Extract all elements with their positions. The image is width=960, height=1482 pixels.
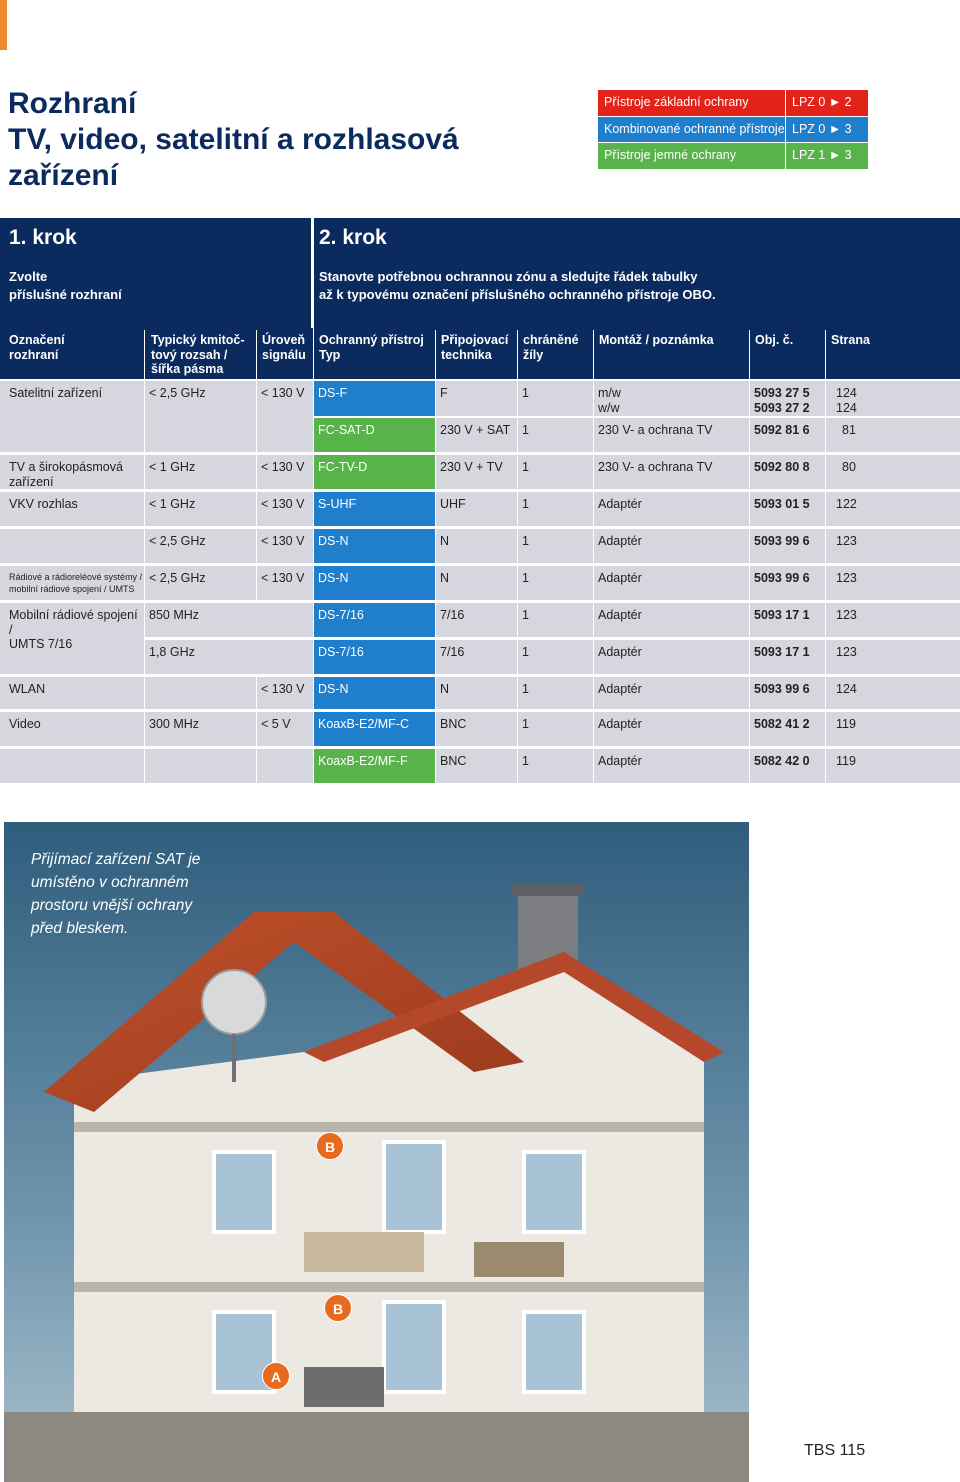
cell-order: 5082 42 0 <box>750 749 825 783</box>
legend-lpz: LPZ 0 ► 3 <box>786 117 868 144</box>
cell-device: DS-7/16 <box>314 640 435 674</box>
cell-freq-empty <box>145 677 256 709</box>
cell-freq: < 1 GHz <box>145 455 256 489</box>
legend-name: Kombinované ochranné přístroje <box>598 117 786 144</box>
cell-page <box>826 381 960 416</box>
cell-line: 124 <box>836 400 857 415</box>
cell-device: DS-N <box>314 677 435 709</box>
step-1 <box>0 218 311 330</box>
cell-device: FC-SAT-D <box>314 418 435 452</box>
step-2-title: 2. krok <box>319 226 387 249</box>
cell-page: 119 <box>826 712 960 746</box>
caption-line: Přijímací zařízení SAT je <box>31 851 201 868</box>
cell-line: UMTS 7/16 <box>9 637 73 651</box>
header-text: žíly <box>523 347 544 362</box>
cell-wires: 1 <box>518 603 593 637</box>
cell-wires: 1 <box>518 677 593 709</box>
step-2 <box>314 218 960 330</box>
page-footer <box>804 1442 865 1460</box>
legend-row-basic <box>598 90 870 117</box>
cell-interface: Video <box>0 712 144 746</box>
header-text: Typický kmitoč- <box>151 333 245 347</box>
cell-mount: Adaptér <box>594 677 749 709</box>
cell-wires: 1 <box>518 381 593 416</box>
cell-wires: 1 <box>518 529 593 563</box>
caption-line: prostoru vnější ochrany <box>31 897 193 914</box>
cell-wires: 1 <box>518 640 593 674</box>
photo-caption <box>31 848 200 940</box>
cell-connection: 7/16 <box>436 640 517 674</box>
cell-connection: BNC <box>436 712 517 746</box>
cell-wires: 1 <box>518 418 593 452</box>
marker-a: A <box>262 1362 290 1390</box>
step-1-text-line: příslušné rozhraní <box>9 287 122 302</box>
cell-device: DS-7/16 <box>314 603 435 637</box>
marker-b-upper: B <box>316 1132 344 1160</box>
cell-mount: Adaptér <box>594 566 749 600</box>
legend-name: Přístroje základní ochrany <box>598 90 786 117</box>
cell-freq: < 2,5 GHz <box>145 381 256 452</box>
cell-freq: 1,8 GHz <box>145 640 313 674</box>
cell-line: zařízení <box>9 474 54 489</box>
cell-wires: 1 <box>518 455 593 489</box>
cell-wires: 1 <box>518 749 593 783</box>
cell-order: 5082 41 2 <box>750 712 825 746</box>
header-text: šířka pásma <box>151 362 224 376</box>
cell-page: 81 <box>826 418 960 452</box>
cell-mount: Adaptér <box>594 492 749 526</box>
cell-mount: 230 V- a ochrana TV <box>594 418 749 452</box>
title-line-1: Rozhraní <box>8 87 137 120</box>
cell-line: 5093 27 2 <box>754 400 810 415</box>
header-connection <box>436 328 517 379</box>
cell-level-empty <box>257 749 313 783</box>
header-text: Typ <box>319 347 341 362</box>
header-text: Připojovací <box>441 333 509 347</box>
cell-page: 123 <box>826 566 960 600</box>
header-mount: Montáž / poznámka <box>594 328 749 379</box>
cell-order: 5093 17 1 <box>750 640 825 674</box>
cell-interface <box>0 603 144 674</box>
cell-page: 122 <box>826 492 960 526</box>
cell-line: mobilní rádiové spojení / UMTS <box>9 584 135 594</box>
header-text: Úroveň <box>262 333 306 347</box>
cell-mount: Adaptér <box>594 603 749 637</box>
legend-lpz: LPZ 1 ► 3 <box>786 143 868 170</box>
header-wires <box>518 328 593 379</box>
cell-device: KoaxB-E2/MF-F <box>314 749 435 783</box>
header-text: technika <box>441 347 492 362</box>
cell-freq: 300 MHz <box>145 712 256 746</box>
cell-level: < 130 V <box>257 381 313 452</box>
header-level <box>257 328 313 379</box>
cell-connection: N <box>436 677 517 709</box>
cell-order: 5092 81 6 <box>750 418 825 452</box>
header-text: Označení <box>9 333 65 347</box>
cell-order: 5093 17 1 <box>750 603 825 637</box>
cell-order: 5093 01 5 <box>750 492 825 526</box>
header-device <box>314 328 435 379</box>
header-text: signálu <box>262 347 306 362</box>
cell-device: FC-TV-D <box>314 455 435 489</box>
cell-connection: N <box>436 566 517 600</box>
step-1-title: 1. krok <box>9 226 77 249</box>
header-text: Ochranný přístroj <box>319 333 424 347</box>
cell-level: < 130 V <box>257 455 313 489</box>
cell-line: 124 <box>836 386 857 400</box>
cell-connection: 230 V + TV <box>436 455 517 489</box>
cell-level: < 130 V <box>257 566 313 600</box>
legend-name: Přístroje jemné ochrany <box>598 143 786 170</box>
step-1-text <box>9 268 122 304</box>
cell-mount: Adaptér <box>594 640 749 674</box>
step-2-text-line: Stanovte potřebnou ochrannou zónu a sledujte řádek tabulky <box>319 269 698 284</box>
cell-order: 5092 80 8 <box>750 455 825 489</box>
page-title <box>8 86 459 194</box>
header-page: Strana <box>826 328 960 379</box>
cell-interface-empty <box>0 529 144 563</box>
cell-connection: UHF <box>436 492 517 526</box>
cell-page: 119 <box>826 749 960 783</box>
cell-page: 123 <box>826 603 960 637</box>
cell-line: TV a širokopásmová <box>9 460 123 474</box>
header-text: tový rozsah / <box>151 347 228 362</box>
step-2-text <box>319 268 716 304</box>
cell-order: 5093 99 6 <box>750 529 825 563</box>
cell-interface <box>0 455 144 489</box>
header-text: chráněné <box>523 333 579 347</box>
cell-level: < 130 V <box>257 492 313 526</box>
cell-interface: VKV rozhlas <box>0 492 144 526</box>
caption-line: umístěno v ochranném <box>31 874 189 891</box>
cell-freq: < 2,5 GHz <box>145 529 256 563</box>
accent-bar <box>0 0 7 50</box>
legend-row-combined <box>598 117 870 144</box>
cell-freq: < 2,5 GHz <box>145 566 256 600</box>
cell-wires: 1 <box>518 492 593 526</box>
steps-banner <box>0 218 960 330</box>
cell-interface: WLAN <box>0 677 144 709</box>
cell-freq: 850 MHz <box>145 603 313 637</box>
cell-order <box>750 381 825 416</box>
cell-device: DS-N <box>314 529 435 563</box>
cell-freq: < 1 GHz <box>145 492 256 526</box>
caption-line: před bleskem. <box>31 920 129 937</box>
cell-wires: 1 <box>518 712 593 746</box>
header-order: Obj. č. <box>750 328 825 379</box>
cell-page: 124 <box>826 677 960 709</box>
marker-b-lower: B <box>324 1294 352 1322</box>
cell-order: 5093 99 6 <box>750 566 825 600</box>
cell-device: DS-F <box>314 381 435 416</box>
cell-device: KoaxB-E2/MF-C <box>314 712 435 746</box>
cell-line: Mobilní rádiové spojení / <box>9 608 138 637</box>
cell-wires: 1 <box>518 566 593 600</box>
cell-freq-empty <box>145 749 256 783</box>
cell-page: 80 <box>826 455 960 489</box>
header-freq <box>145 328 256 379</box>
cell-line: Rádiové a rádioreléové systémy / <box>9 572 143 582</box>
cell-order: 5093 99 6 <box>750 677 825 709</box>
title-line-2: TV, video, satelitní a rozhlasová <box>8 123 459 156</box>
header-interface <box>0 328 144 379</box>
cell-page: 123 <box>826 640 960 674</box>
step-1-text-line: Zvolte <box>9 269 48 284</box>
cell-interface: Satelitní zařízení <box>0 381 144 452</box>
cell-page: 123 <box>826 529 960 563</box>
footer-page-number: 115 <box>839 1442 866 1459</box>
title-line-3: zařízení <box>8 159 119 192</box>
cell-line: m/w <box>598 386 621 400</box>
cell-mount: 230 V- a ochrana TV <box>594 455 749 489</box>
cell-device: DS-N <box>314 566 435 600</box>
header-text: rozhraní <box>9 347 59 362</box>
cell-level: < 130 V <box>257 529 313 563</box>
cell-connection: N <box>436 529 517 563</box>
cell-interface <box>0 566 144 600</box>
legend-lpz: LPZ 0 ► 2 <box>786 90 868 117</box>
cell-connection: BNC <box>436 749 517 783</box>
cell-line: w/w <box>598 400 620 415</box>
cell-mount <box>594 381 749 416</box>
legend-row-fine <box>598 143 870 170</box>
cell-interface-empty <box>0 749 144 783</box>
step-2-text-line: až k typovému označení příslušného ochranného přístroje OBO. <box>319 287 716 302</box>
cell-level: < 130 V <box>257 677 313 709</box>
footer-brand: TBS <box>804 1442 836 1459</box>
cell-line: 5093 27 5 <box>754 386 810 400</box>
cell-mount: Adaptér <box>594 529 749 563</box>
cell-mount: Adaptér <box>594 749 749 783</box>
cell-connection: 230 V + SAT <box>436 418 517 452</box>
cell-level: < 5 V <box>257 712 313 746</box>
cell-connection: 7/16 <box>436 603 517 637</box>
cell-connection: F <box>436 381 517 416</box>
cell-mount: Adaptér <box>594 712 749 746</box>
protection-legend <box>598 90 870 170</box>
cell-device: S-UHF <box>314 492 435 526</box>
